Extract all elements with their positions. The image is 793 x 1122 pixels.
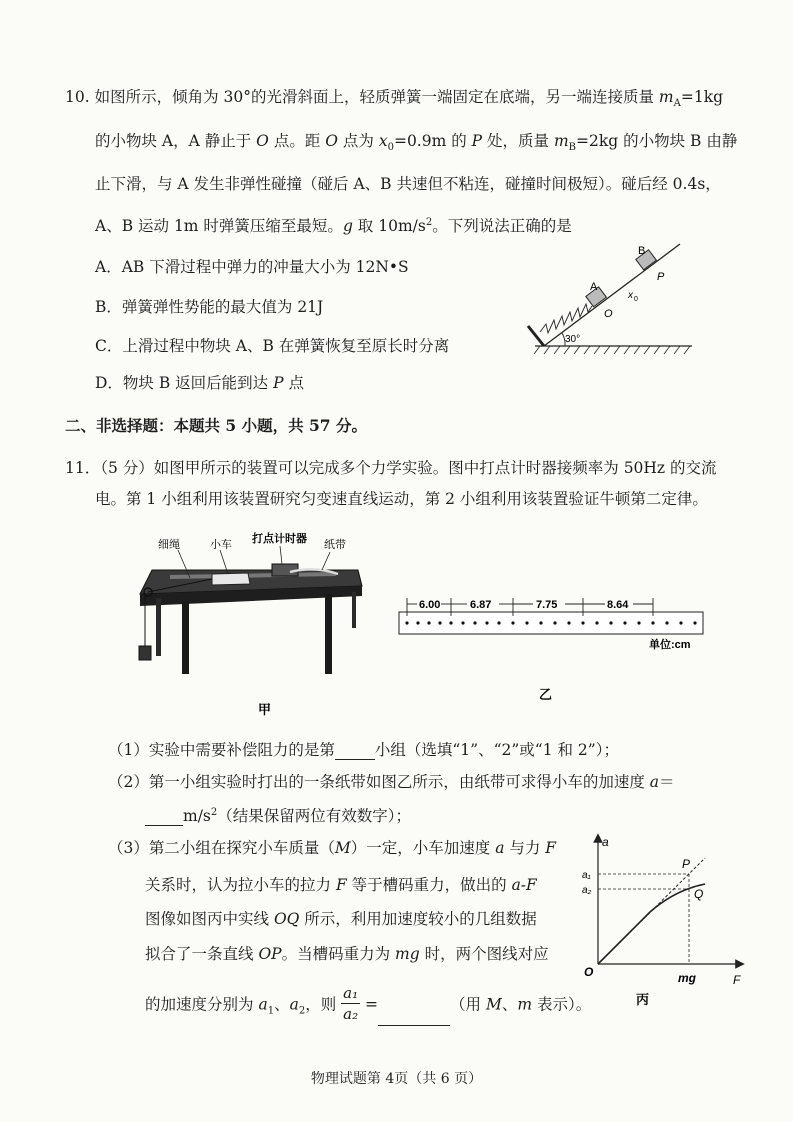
svg-text:打点计时器: 打点计时器: [252, 533, 307, 545]
q11-line2: 电。第 1 小组利用该装置研究匀变速直线运动，第 2 小组利用该装置验证牛顿第二定律。: [95, 490, 708, 508]
q10-line3: 止下滑，与 A 发生非弹性碰撞（碰后 A、B 共速但不粘连，碰撞时间极短）。碰后经 0.4s，: [95, 175, 721, 193]
svg-text:0: 0: [634, 296, 638, 303]
svg-text:a₂: a₂: [582, 885, 592, 896]
svg-text:纸带: 纸带: [324, 539, 346, 551]
q10-option-c: C．上滑过程中物块 A、B 在弹簧恢复至原长时分离: [95, 337, 450, 355]
svg-text:mg: mg: [678, 971, 696, 985]
svg-text:8.64: 8.64: [607, 599, 629, 611]
answer-blank-1[interactable]: [335, 743, 375, 760]
q10-line1: 10. 如图所示，倾角为 30°的光滑斜面上，轻质弹簧一端固定在底端，另一端连接质量 $m_A=1kg$: [65, 88, 724, 110]
q10-option-d: D．物块 B 返回后能到达 P 点: [95, 374, 304, 392]
svg-text:O: O: [584, 965, 594, 979]
svg-text:细绳: 细绳: [158, 539, 180, 551]
q11-part3-line2: 关系时，认为拉小车的拉力 F 等于槽码重力，做出的 a-F: [145, 876, 537, 894]
section-2-heading: 二、非选择题：本题共 5 小题，共 57 分。: [65, 416, 367, 435]
svg-text:a₁: a₁: [582, 870, 591, 881]
svg-text:7.75: 7.75: [536, 599, 558, 611]
q10-option-a: A．AB 下滑过程中弹力的冲量大小为 12N•S: [95, 258, 409, 276]
svg-text:P: P: [657, 271, 665, 283]
q11-part1: （1）实验中需要补偿阻力的是第 小组（选填“1”、“2”或“1 和 2”）；: [108, 741, 619, 759]
answer-blank-2[interactable]: [145, 809, 183, 826]
svg-text:P: P: [682, 857, 691, 871]
svg-text:F: F: [733, 973, 741, 987]
q10-option-b: B．弹簧弹性势能的最大值为 21J: [95, 298, 324, 316]
tape-figure: [393, 590, 711, 705]
answer-blank-3[interactable]: [378, 1009, 450, 1026]
svg-text:a: a: [602, 835, 609, 849]
q11-part3-line5: 的加速度分别为 $a_1$、$a_2$，则 $\frac{\text{a₁}}{\text{a₂}}$ = （用 M、m 表示）。: [145, 985, 591, 1026]
q10-line4: A、B 运动 1m 时弹簧压缩至最短。g 取 $10m/s^2$。下列说法正确的是: [95, 216, 572, 235]
q11-part2-line2: $m/s^2$（结果保留两位有效数字）；: [145, 806, 411, 826]
svg-text:A: A: [590, 281, 598, 293]
svg-text:O: O: [604, 308, 613, 320]
page-footer: 物理试题第 4页（共 6 页）: [310, 1071, 483, 1087]
apparatus-figure: [130, 528, 370, 723]
q11-line1: 11．（5 分）如图甲所示的装置可以完成多个力学实验。图中打点计时器接频率为 50Hz 的交流: [65, 459, 717, 477]
af-graph: [580, 832, 750, 1012]
svg-text:6.87: 6.87: [470, 599, 492, 611]
q11-part3-line1: （3）第二小组在探究小车质量（M）一定，小车加速度 a 与力 F: [108, 839, 557, 857]
svg-text:乙: 乙: [539, 687, 553, 702]
q10-line2: 的小物块 A，A 静止于 O 点。距 O 点为 $x_0=0.9m$ 的 P 处，质量 $m_B=2kg$ 的小物块 B 由静: [95, 132, 738, 154]
ratio-fraction: $\frac{\text{a₁}}{\text{a₂}}$: [343, 984, 359, 1023]
q11-part2-line1: （2）第一小组实验时打出的一条纸带如图乙所示，由纸带可求得小车的加速度 a＝: [108, 773, 675, 791]
svg-text:Q: Q: [694, 887, 704, 901]
svg-text:丙: 丙: [636, 992, 650, 1007]
incline-figure: [520, 238, 700, 360]
svg-text:小车: 小车: [210, 539, 232, 551]
q11-part3-line4: 拟合了一条直线 OP。当槽码重力为 mg 时，两个图线对应: [145, 945, 549, 963]
svg-text:B: B: [638, 245, 646, 257]
spring: [540, 304, 592, 333]
svg-text:x: x: [628, 290, 633, 301]
svg-text:6.00: 6.00: [419, 599, 441, 611]
svg-text:单位:cm: 单位:cm: [649, 639, 691, 651]
q11-part3-line3: 图像如图丙中实线 OQ 所示，利用加速度较小的几组数据: [145, 910, 537, 928]
svg-text:30°: 30°: [565, 334, 581, 345]
svg-text:甲: 甲: [258, 702, 272, 717]
